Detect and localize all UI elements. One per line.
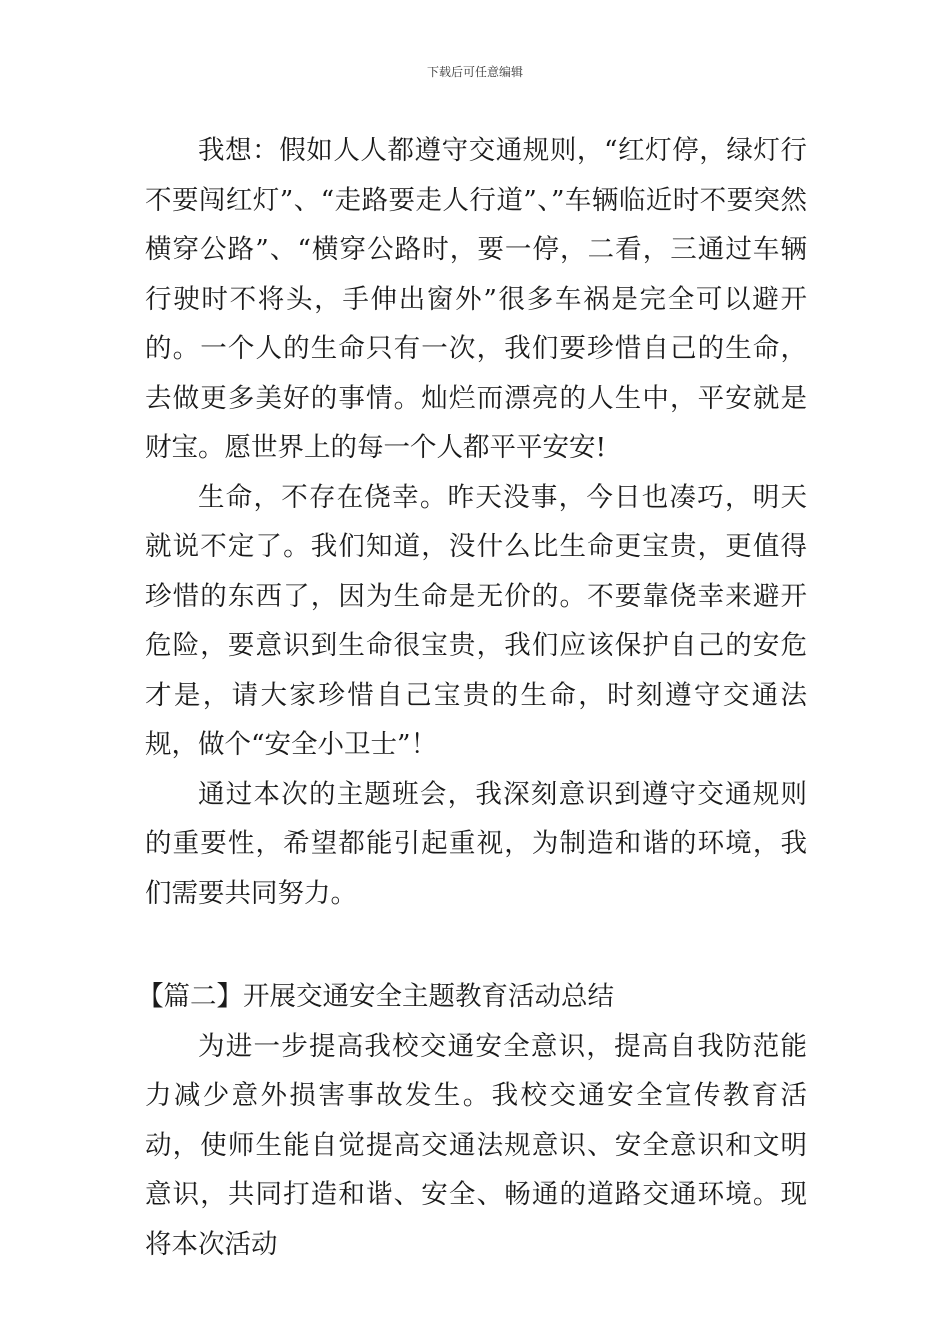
section-heading: 【篇二】开展交通安全主题教育活动总结	[137, 981, 615, 1012]
section-spacer	[145, 918, 807, 972]
paragraph-class-meeting: 通过本次的主题班会，我深刻意识到遵守交通规则的重要性，希望都能引起重视，为制造和谐的环境，我们需要共同努力。	[145, 778, 807, 909]
page-header-note: 下载后可任意编辑	[426, 65, 523, 79]
paragraph-life-no-luck: 生命，不存在侥幸。昨天没事，今日也凑巧，明天就说不定了。我们知道，没什么比生命更宝贵，更值得珍惜的东西了，因为生命是无价的。不要靠侥幸来避开危险，要意识到生命很宝贵，我们应该保护自己的安危才是，请大家珍惜自己宝贵的生命，时刻遵守交通法规，做个“安全小卫士”！	[145, 481, 807, 760]
paragraph-activity-summary: 为进一步提高我校交通安全意识，提高自我防范能力减少意外损害事故发生。我校交通安全宣传教育活动，使师生能自觉提高交通法规意识、安全意识和文明意识，共同打造和谐、安全、畅通的道路交通环境。现将本次活动	[145, 1030, 807, 1260]
document-body	[137, 126, 807, 1269]
paragraph-traffic-rules: 我想：假如人人都遵守交通规则，“红灯停，绿灯行不要闯红灯”、“走路要走人行道”、”车辆临近时不要突然横穿公路”、“横穿公路时，要一停，二看，三通过车辆行驶时不将头，手伸出窗外”很多车祸是完全可以避开的。一个人的生命只有一次，我们要珍惜自己的生命，去做更多美好的事情。灿烂而漂亮的人生中，平安就是财宝。愿世界上的每一个人都平平安安!	[145, 135, 807, 463]
